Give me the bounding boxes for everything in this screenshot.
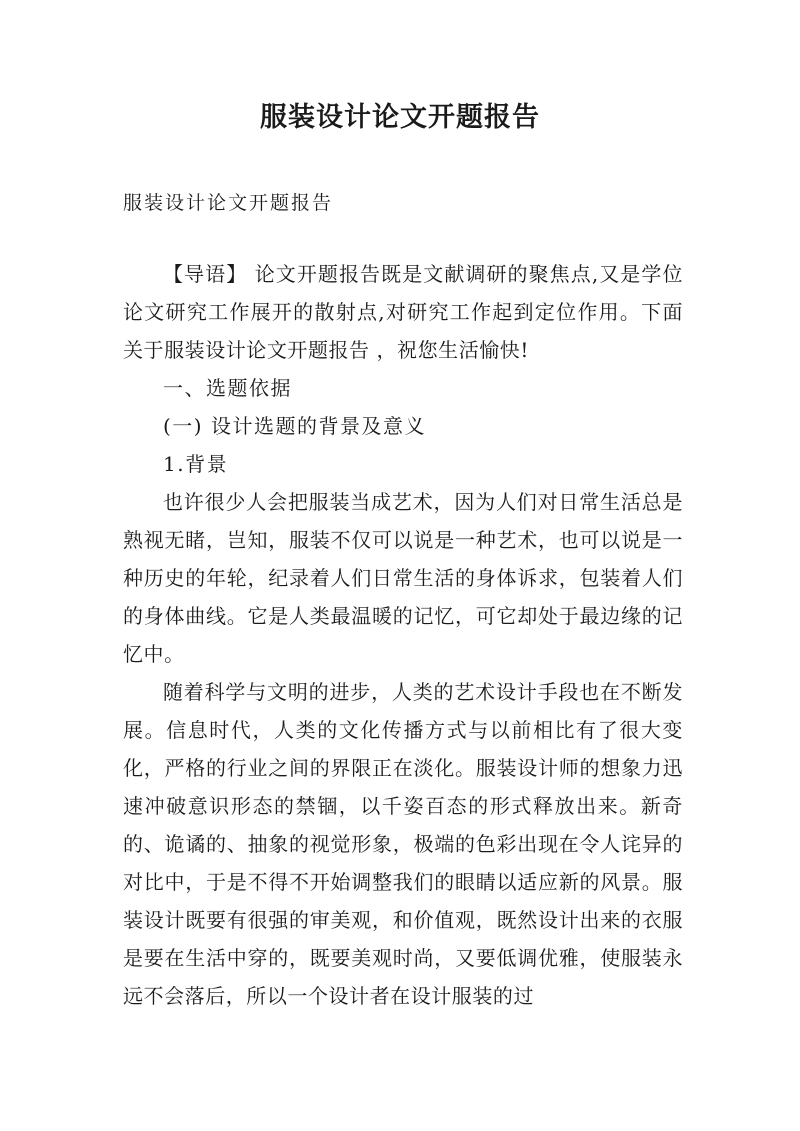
document-subtitle: 服装设计论文开题报告 [123,192,334,214]
subsection-heading: (一) 设计选题的背景及意义 [163,414,426,438]
body-paragraph: 也许很少人会把服装当成艺术，因为人们对日常生活总是熟视无睹，岂知，服装不仅可以说是一种艺术，也可以说是一种历史的年轮，纪录着人们日常生活的身体诉求，包装着人们的身体曲线。它是人类最温暖的记忆，可它却处于最边缘的记忆中。 [123,490,683,666]
body-paragraph: 随着科学与文明的进步，人类的艺术设计手段也在不断发展。信息时代，人类的文化传播方式与以前相比有了很大变化，严格的行业之间的界限正在淡化。服装设计师的想象力迅速冲破意识形态的禁锢，以千姿百态的形式释放出来。新奇的、诡谲的、抽象的视觉形象，极端的色彩出现在令人诧异的对比中，于是不得不开始调整我们的眼睛以适应新的风景。服装设计既要有很强的审美观，和价值观，既然设计出来的衣服是要在生活中穿的，既要美观时尚，又要低调优雅，使服装永远不会落后，所以一个设计者在设计服装的过 [123,680,683,1008]
item-heading: 1.背景 [163,452,229,476]
section-heading: 一、选题依据 [163,376,292,400]
document-title: 服装设计论文开题报告 [260,102,540,133]
intro-paragraph: 【导语】 论文开题报告既是文献调研的聚焦点,又是学位论文研究工作展开的散射点,对研究工作起到定位作用。下面关于服装设计论文开题报告 ，祝您生活愉快! [123,262,683,362]
document-body [123,255,683,1015]
